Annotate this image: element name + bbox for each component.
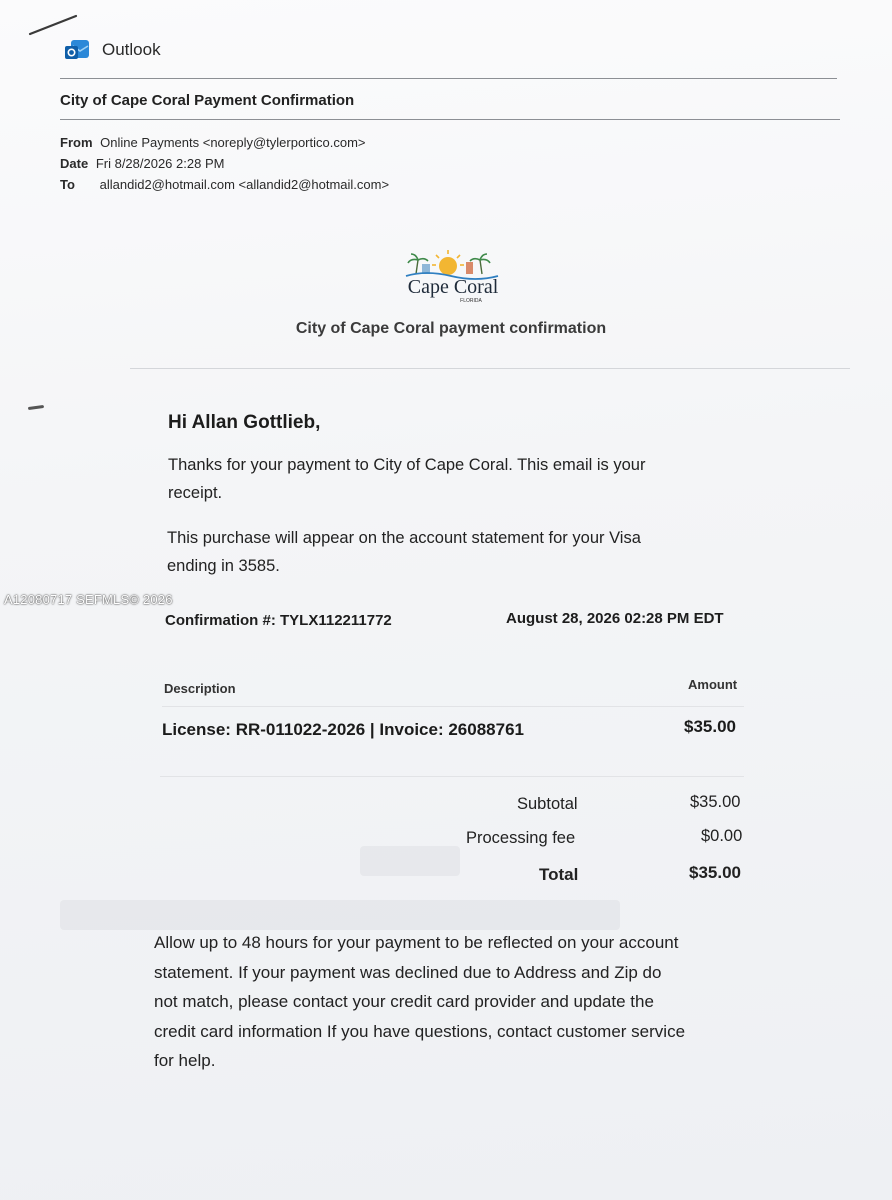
table-header-divider — [162, 706, 744, 707]
sun-icon — [432, 250, 464, 275]
from-row — [60, 135, 366, 150]
confirmation-number: Confirmation #: TYLX112211772 — [165, 612, 392, 629]
table-divider — [160, 776, 744, 777]
logo-wordmark: Cape Coral — [407, 276, 499, 298]
from-value: Online Payments <noreply@tylerportico.com> — [100, 135, 366, 150]
notice-line-1: Allow up to 48 hours for your payment to be reflected on your account — [154, 933, 679, 952]
header-divider — [60, 78, 837, 79]
cape-coral-logo — [398, 248, 508, 306]
to-label: To — [60, 177, 75, 192]
receipt-line-1: Thanks for your payment to City of Cape Coral. This email is your — [168, 456, 646, 474]
subject-divider — [60, 119, 840, 120]
notice-line-5: for help. — [154, 1051, 216, 1070]
pen-mark — [28, 12, 80, 38]
line-item-amount: $35.00 — [684, 717, 736, 736]
title-divider — [130, 368, 850, 369]
notice-line-2: statement. If your payment was declined due to Address and Zip do — [154, 962, 662, 982]
from-label: From — [60, 135, 93, 150]
line-item-description: License: RR-011022-2026 | Invoice: 26088761 — [162, 720, 524, 739]
bleed-through-text — [60, 900, 620, 930]
ink-smudge — [28, 405, 44, 410]
logo-subtext: FLORIDA — [460, 298, 482, 304]
processing-fee-label: Processing fee — [466, 829, 576, 847]
confirmation-title: City of Cape Coral payment confirmation — [295, 320, 607, 337]
email-subject: City of Cape Coral Payment Confirmation — [60, 92, 355, 109]
payment-notice — [154, 928, 685, 1076]
mls-watermark: A12080717 SEFMLS© 2026 — [4, 592, 173, 607]
total-value: $35.00 — [689, 863, 741, 882]
app-name: Outlook — [102, 40, 161, 59]
amount-header: Amount — [688, 677, 738, 692]
to-value: allandid2@hotmail.com <allandid2@hotmail.com> — [99, 177, 390, 192]
description-header: Description — [164, 681, 236, 696]
confirmation-datetime: August 28, 2026 02:28 PM EDT — [506, 610, 724, 627]
receipt-paragraph — [168, 451, 645, 507]
app-header — [64, 38, 161, 62]
outlook-icon — [64, 38, 90, 62]
notice-line-4: credit card information If you have questions, contact customer service — [154, 1021, 686, 1041]
subtotal-value: $35.00 — [690, 793, 741, 811]
date-label: Date — [60, 156, 89, 171]
greeting: Hi Allan Gottlieb, — [168, 412, 321, 433]
statement-line-2: ending in 3585. — [167, 557, 280, 575]
to-row — [60, 177, 389, 192]
date-row — [60, 156, 224, 171]
statement-line-1: This purchase will appear on the account statement for your Visa — [167, 529, 641, 547]
subtotal-label: Subtotal — [517, 795, 578, 813]
receipt-line-2: receipt. — [168, 484, 223, 502]
processing-fee-value: $0.00 — [701, 827, 743, 845]
bleed-through-shadow — [360, 846, 460, 876]
statement-paragraph — [167, 524, 641, 580]
notice-line-3: not match, please contact your credit card provider and update the — [154, 992, 654, 1011]
total-label: Total — [539, 865, 579, 884]
date-value: Fri 8/28/2026 2:28 PM — [95, 156, 225, 171]
